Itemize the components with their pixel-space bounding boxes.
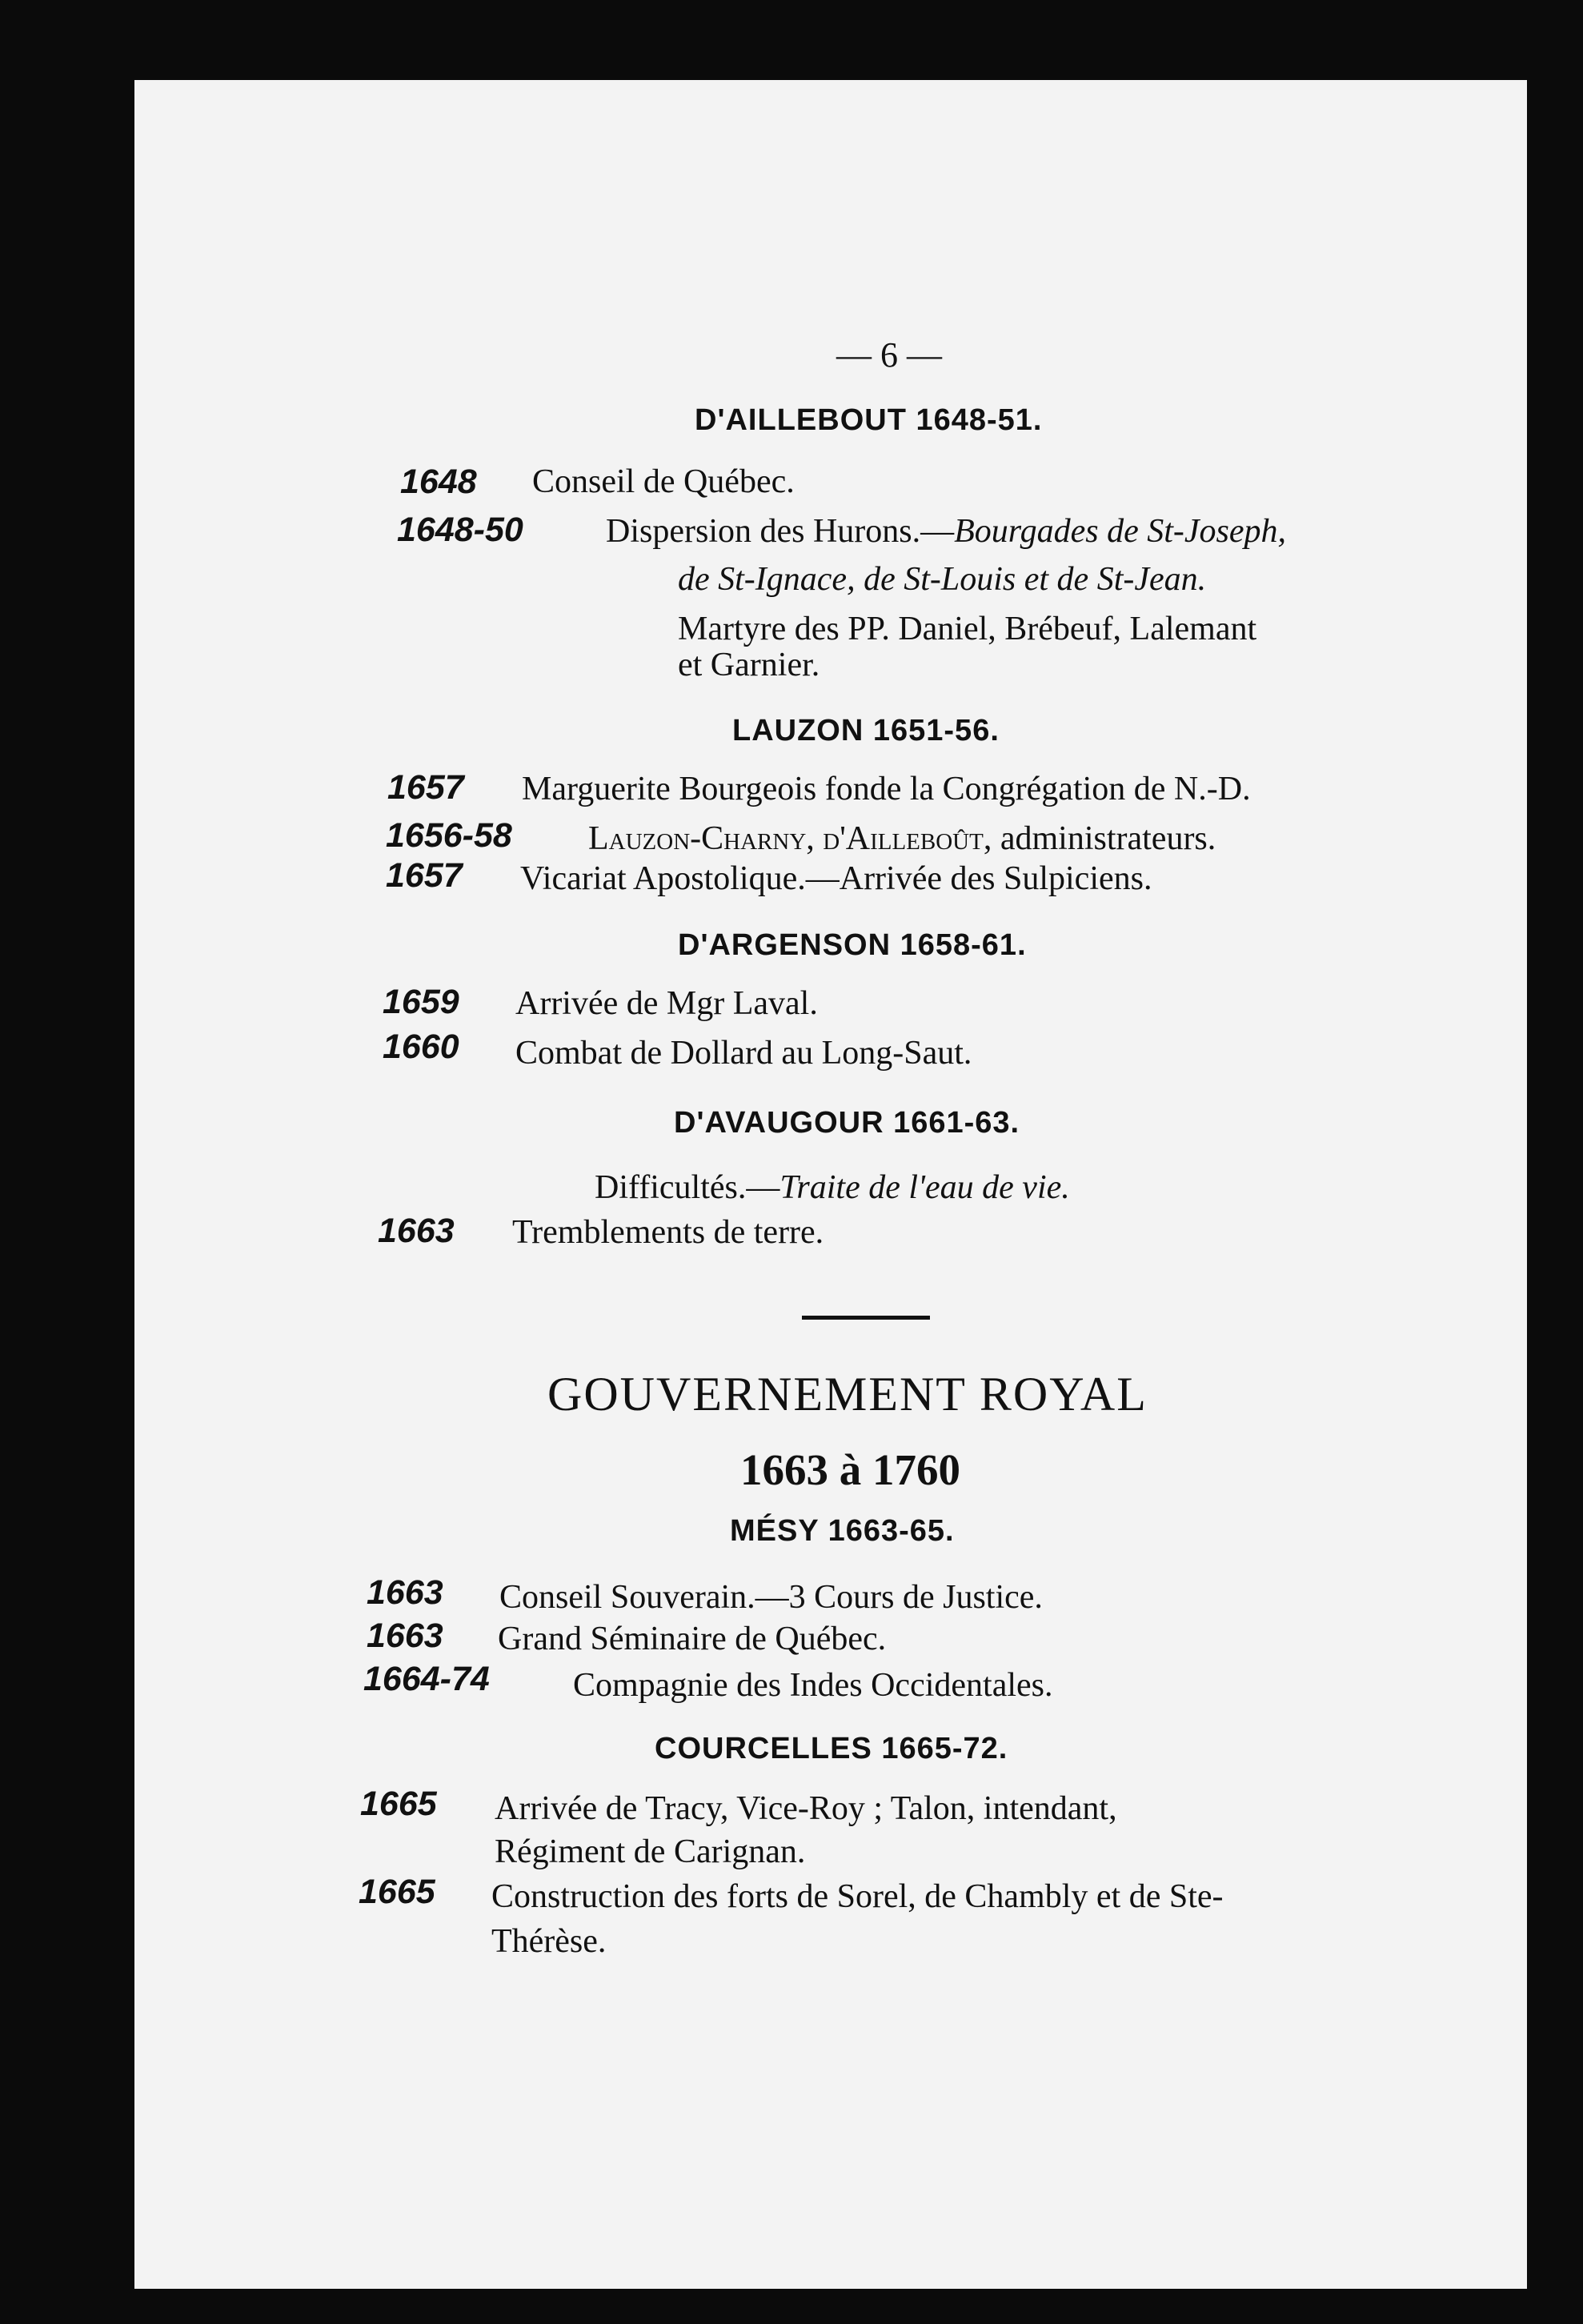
entry-year: 1663 bbox=[367, 1617, 443, 1655]
entry-text: Conseil de Québec. bbox=[532, 463, 795, 500]
section-note: Difficultés.—Traite de l'eau de vie. bbox=[595, 1169, 1070, 1206]
entry-text: Conseil Souverain.—3 Cours de Justice. bbox=[499, 1579, 1043, 1616]
entry-year: 1664-74 bbox=[363, 1660, 490, 1698]
entry-text: Construction des forts de Sorel, de Chambly et de Ste- bbox=[491, 1878, 1224, 1915]
part-title: GOUVERNEMENT ROYAL bbox=[547, 1368, 1148, 1420]
section-heading-mesy: MÉSY 1663-65. bbox=[730, 1514, 955, 1548]
entry-text: Arrivée de Mgr Laval. bbox=[515, 985, 818, 1022]
entry-text: Tremblements de terre. bbox=[512, 1214, 824, 1251]
section-heading-lauzon: LAUZON 1651-56. bbox=[732, 714, 1000, 747]
entry-year: 1660 bbox=[383, 1028, 459, 1066]
entry-text: Compagnie des Indes Occidentales. bbox=[573, 1667, 1053, 1704]
entry-text: Combat de Dollard au Long-Saut. bbox=[515, 1035, 972, 1072]
section-heading-dargenson: D'ARGENSON 1658-61. bbox=[678, 928, 1027, 962]
entry-year: 1657 bbox=[386, 856, 463, 895]
entry-text: Grand Séminaire de Québec. bbox=[498, 1621, 887, 1657]
entry-year: 1663 bbox=[378, 1212, 455, 1250]
entry-text-continuation: Martyre des PP. Daniel, Brébeuf, Lalemant bbox=[678, 611, 1257, 647]
entry-text: Marguerite Bourgeois fonde la Congrégation de N.-D. bbox=[522, 771, 1251, 807]
part-years: 1663 à 1760 bbox=[740, 1445, 960, 1494]
page-number: — 6 — bbox=[836, 335, 942, 375]
entry-text-continuation: Régiment de Carignan. bbox=[495, 1833, 806, 1870]
section-heading-courcelles: COURCELLES 1665-72. bbox=[655, 1732, 1008, 1765]
entry-text-continuation: et Garnier. bbox=[678, 647, 820, 683]
entry-year: 1657 bbox=[387, 768, 464, 807]
entry-text-continuation: Thérèse. bbox=[491, 1923, 607, 1960]
section-heading-daillebout: D'AILLEBOUT 1648-51. bbox=[695, 403, 1043, 437]
entry-text: Lauzon-Charny, d'Ailleboût, administrateurs. bbox=[588, 820, 1216, 857]
entry-year: 1665 bbox=[359, 1873, 435, 1911]
entry-year: 1665 bbox=[360, 1785, 437, 1823]
entry-text: Dispersion des Hurons.—Bourgades de St-Joseph, bbox=[606, 513, 1286, 550]
entry-year: 1659 bbox=[383, 983, 459, 1021]
entry-year: 1663 bbox=[367, 1573, 443, 1612]
entry-year: 1648-50 bbox=[397, 511, 523, 549]
entry-year: 1656-58 bbox=[386, 816, 512, 855]
entry-text-continuation: de St-Ignace, de St-Louis et de St-Jean. bbox=[678, 561, 1207, 598]
section-heading-davaugour: D'AVAUGOUR 1661-63. bbox=[674, 1106, 1020, 1140]
section-divider bbox=[802, 1316, 930, 1320]
entry-text: Vicariat Apostolique.—Arrivée des Sulpiciens. bbox=[520, 860, 1152, 897]
entry-text: Arrivée de Tracy, Vice-Roy ; Talon, intendant, bbox=[495, 1790, 1117, 1827]
entry-year: 1648 bbox=[400, 463, 477, 501]
